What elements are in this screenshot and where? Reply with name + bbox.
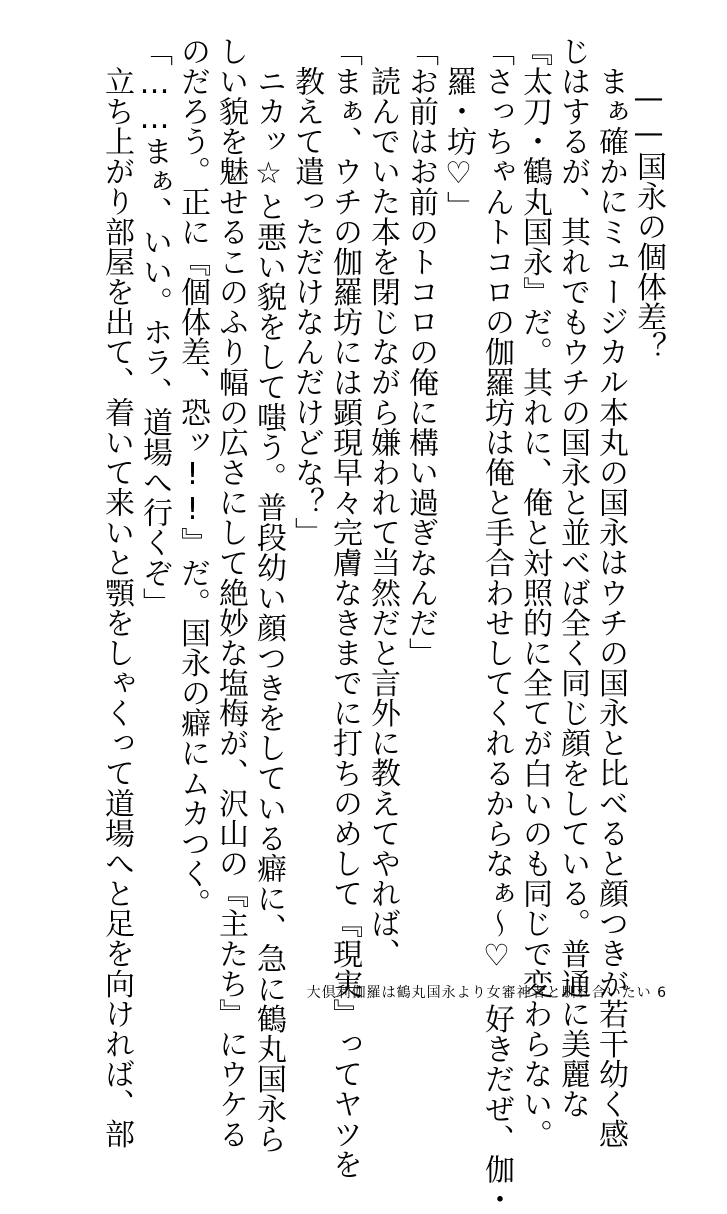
text-line: ニカッ☆と悪い貌をして嗤う。普段幼い顔つきをしている癖に、急に鶴丸国永ら xyxy=(251,66,286,1154)
text-line: 羅・坊♡」 xyxy=(441,66,476,222)
text-line: 「お前はお前のトコロの俺に構い過ぎなんだ」 xyxy=(403,36,438,668)
text-line: 「……まぁ、いい。ホラ、道場へ行くぞ」 xyxy=(137,36,172,618)
text-line: まぁ確かにミュージカル本丸の国永はウチの国永と比べると顔つきが若干幼く感 xyxy=(593,66,628,1149)
text-line: 『太刀・鶴丸国永』だ。其れに、俺と対照的に全てが白いのも同じで変わらない。 xyxy=(517,36,552,1149)
text-line: 教えて遣っただけなんだけどな？」 xyxy=(289,66,324,548)
text-line: 立ち上がり部屋を出て、着いて来いと顎をしゃくって道場へと足を向ければ、部 xyxy=(99,66,134,1149)
text-line: じはするが、其れでもウチの国永と並べば全く同じ顔をしている。普通に美麗な xyxy=(555,36,590,1119)
text-line: 「さっちゃんトコロの伽羅坊は俺と手合わせしてくれるからなぁ～♡ 好きだぜ、伽・ xyxy=(479,36,514,1214)
text-line: しい貌を魅せるこのふり幅の広さにして絶妙な塩梅が、沢山の『主たち』にウケる xyxy=(213,36,248,1149)
text-line: ——国永の個体差？ xyxy=(631,81,666,362)
text-line: 「まぁ、ウチの伽羅坊には顕現早々完膚なきまでに打ちのめして『現実』ってヤツを xyxy=(327,36,362,1180)
text-line: のだろう。正に『個体差、恐ッ!!』だ。国永の癖にムカつく。 xyxy=(175,36,210,919)
text-line: 読んでいた本を閉じながら嫌われて当然だと言外に教えてやれば、 xyxy=(365,66,400,969)
page-footer: 大倶利伽羅は鶴丸国永より女審神者と馴れ合いたい 6 xyxy=(306,985,667,1001)
